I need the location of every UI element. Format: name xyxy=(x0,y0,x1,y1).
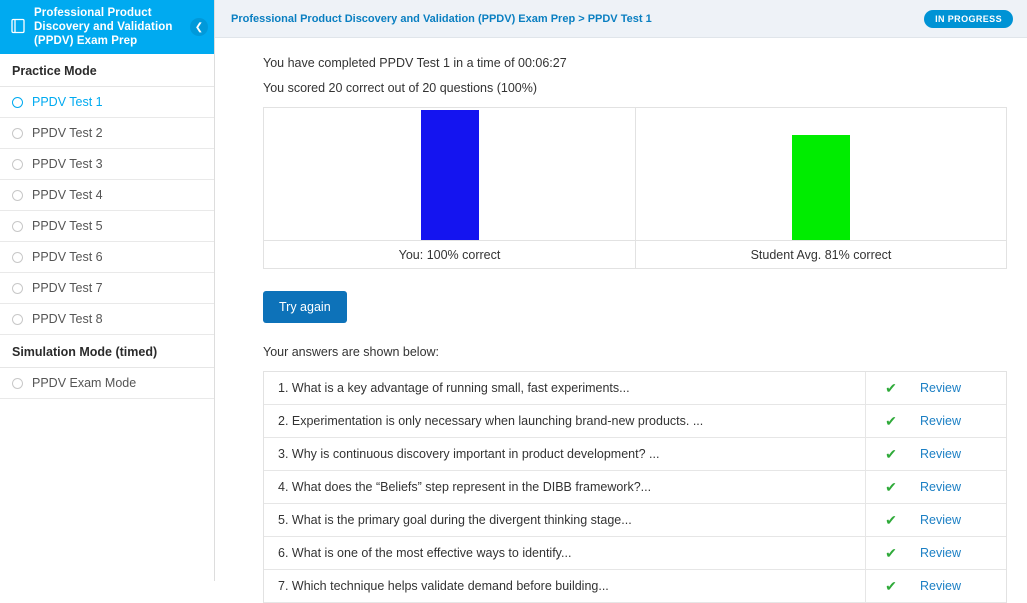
radio-icon xyxy=(12,283,23,294)
chevron-left-icon[interactable]: ❮ xyxy=(190,18,208,36)
simulation-mode-heading: Simulation Mode (timed) xyxy=(0,335,214,368)
check-icon: ✔ xyxy=(885,379,897,396)
question-text: 1. What is a key advantage of running small, fast experiments... xyxy=(264,372,866,404)
sidebar-item-label: PPDV Test 5 xyxy=(32,219,103,233)
table-row xyxy=(264,504,1006,537)
review-link[interactable]: Review xyxy=(920,414,961,428)
results-panel xyxy=(215,38,1027,603)
sidebar-item-ppdv-test-5[interactable] xyxy=(0,211,214,242)
table-row xyxy=(264,405,1006,438)
sidebar-item-label: PPDV Test 3 xyxy=(32,157,103,171)
review-link[interactable]: Review xyxy=(920,447,961,461)
review-link[interactable]: Review xyxy=(920,546,961,560)
question-text: 2. Experimentation is only necessary when launching brand-new products. ... xyxy=(264,405,866,437)
radio-icon xyxy=(12,159,23,170)
radio-icon xyxy=(12,314,23,325)
bar-you xyxy=(421,110,479,240)
radio-icon xyxy=(12,378,23,389)
question-text: 6. What is one of the most effective ways to identify... xyxy=(264,537,866,569)
sidebar-item-label: PPDV Test 8 xyxy=(32,312,103,326)
sidebar-item-ppdv-test-3[interactable] xyxy=(0,149,214,180)
review-link[interactable]: Review xyxy=(920,381,961,395)
status-badge: IN PROGRESS xyxy=(924,10,1013,28)
sidebar-item-label: PPDV Exam Mode xyxy=(32,376,137,390)
sidebar-empty-space xyxy=(0,399,214,581)
question-text: 4. What does the “Beliefs” step represent in the DIBB framework?... xyxy=(264,471,866,503)
sidebar-item-ppdv-exam-mode[interactable] xyxy=(0,368,214,399)
table-row xyxy=(264,570,1006,603)
radio-icon xyxy=(12,190,23,201)
main-content xyxy=(215,0,1027,594)
chart-plot-area xyxy=(264,108,1006,240)
score-text: You scored 20 correct out of 20 questions (100%) xyxy=(263,81,538,95)
radio-icon xyxy=(12,97,23,108)
radio-icon xyxy=(12,221,23,232)
answers-heading: Your answers are shown below: xyxy=(263,345,440,359)
sidebar-item-ppdv-test-8[interactable] xyxy=(0,304,214,335)
radio-icon xyxy=(12,128,23,139)
book-icon xyxy=(10,18,26,37)
sidebar-item-label: PPDV Test 7 xyxy=(32,281,103,295)
table-row xyxy=(264,438,1006,471)
review-link[interactable]: Review xyxy=(920,480,961,494)
check-icon: ✔ xyxy=(885,511,897,528)
bar-student-average xyxy=(792,135,850,240)
question-text: 5. What is the primary goal during the divergent thinking stage... xyxy=(264,504,866,536)
chart-label-you: You: 100% correct xyxy=(398,247,501,262)
review-link[interactable]: Review xyxy=(920,579,961,593)
answers-table xyxy=(263,371,1007,603)
sidebar-item-label: PPDV Test 1 xyxy=(32,95,103,109)
review-link[interactable]: Review xyxy=(920,513,961,527)
sidebar-title: Professional Product Discovery and Validation (PPDV) Exam Prep xyxy=(34,7,173,47)
chart-column-you xyxy=(264,108,635,240)
radio-icon xyxy=(12,252,23,263)
table-row xyxy=(264,372,1006,405)
sidebar-item-ppdv-test-7[interactable] xyxy=(0,273,214,304)
table-row xyxy=(264,471,1006,504)
check-icon: ✔ xyxy=(885,478,897,495)
check-icon: ✔ xyxy=(885,577,897,594)
sidebar-item-label: PPDV Test 6 xyxy=(32,250,103,264)
chart-axis-labels xyxy=(264,240,1006,268)
question-text: 3. Why is continuous discovery important in product development? ... xyxy=(264,438,866,470)
score-comparison-chart xyxy=(263,107,1007,269)
sidebar-item-ppdv-test-4[interactable] xyxy=(0,180,214,211)
sidebar xyxy=(0,0,215,581)
breadcrumb[interactable]: Professional Product Discovery and Validation (PPDV) Exam Prep > PPDV Test 1 xyxy=(231,12,652,25)
sidebar-item-ppdv-test-1[interactable] xyxy=(0,87,214,118)
sidebar-item-ppdv-test-6[interactable] xyxy=(0,242,214,273)
practice-mode-heading: Practice Mode xyxy=(0,54,214,87)
chart-label-student-average: Student Avg. 81% correct xyxy=(635,241,1006,268)
breadcrumb-bar xyxy=(215,0,1027,38)
sidebar-item-label: PPDV Test 4 xyxy=(32,188,103,202)
completion-text: You have completed PPDV Test 1 in a time of 00:06:27 xyxy=(263,56,567,70)
chart-column-student-average xyxy=(635,108,1006,240)
check-icon: ✔ xyxy=(885,445,897,462)
sidebar-item-label: PPDV Test 2 xyxy=(32,126,103,140)
sidebar-item-ppdv-test-2[interactable] xyxy=(0,118,214,149)
check-icon: ✔ xyxy=(885,412,897,429)
sidebar-header xyxy=(0,0,214,54)
table-row xyxy=(264,537,1006,570)
question-text: 7. Which technique helps validate demand before building... xyxy=(264,570,866,602)
try-again-button[interactable]: Try again xyxy=(263,291,347,323)
check-icon: ✔ xyxy=(885,544,897,561)
